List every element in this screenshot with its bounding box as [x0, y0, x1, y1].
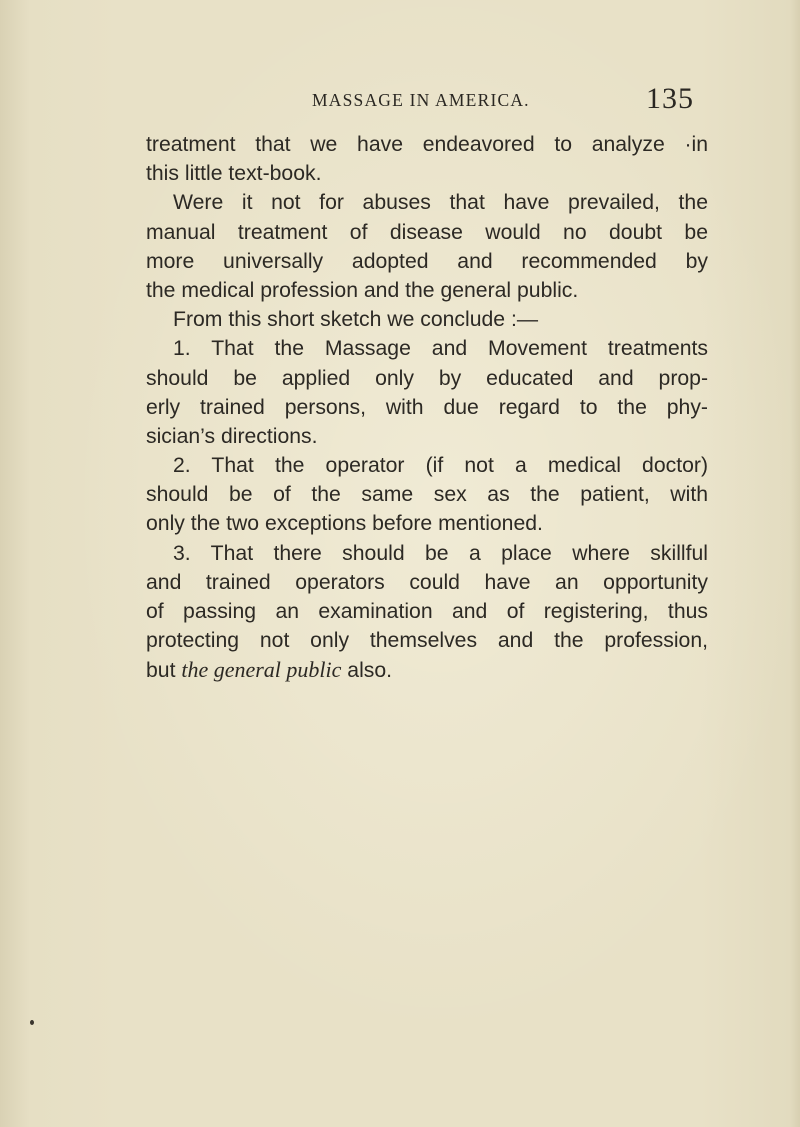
text-line: more universally adopted and recommended by — [146, 249, 708, 273]
text-line: treatment that we have endeavored to analyze ·in — [146, 133, 708, 156]
text-line: should be applied only by educated and prop- — [146, 366, 708, 390]
running-head — [0, 82, 800, 122]
page-number: 135 — [646, 82, 694, 115]
paragraph-line: Were it not for abuses that have prevailed, the — [173, 191, 708, 215]
list-item-3-line: 3. That there should be a place where skillful — [173, 541, 708, 565]
text-line: sician’s directions. — [146, 424, 318, 448]
text-line: erly trained persons, with due regard to the phy- — [146, 395, 708, 419]
emphasized-text: the general public — [181, 657, 342, 683]
list-item-1-line: 1. That the Massage and Movement treatments — [173, 337, 708, 361]
list-item-2-line: 2. That the operator (if not a medical doctor) — [173, 454, 708, 478]
text-line: the medical profession and the general public. — [146, 278, 579, 302]
text-line: only the two exceptions before mentioned. — [146, 512, 543, 536]
text-line: and trained operators could have an opportunity — [146, 570, 708, 594]
final-line — [146, 655, 708, 684]
final-line-start: but — [146, 659, 182, 683]
final-line-end: also. — [341, 659, 393, 683]
text-line: of passing an examination and of registering, thus — [146, 600, 708, 623]
ink-speck — [30, 1020, 34, 1025]
paragraph-line: From this short sketch we conclude :— — [173, 308, 539, 332]
text-line: should be of the same sex as the patient, with — [146, 483, 708, 507]
text-line: protecting not only themselves and the profession, — [146, 629, 708, 653]
running-head-title: MASSAGE IN AMERICA. — [312, 90, 530, 110]
text-line: manual treatment of disease would no doubt be — [146, 220, 708, 244]
text-line: this little text-book. — [146, 162, 322, 186]
body-text — [146, 130, 708, 685]
